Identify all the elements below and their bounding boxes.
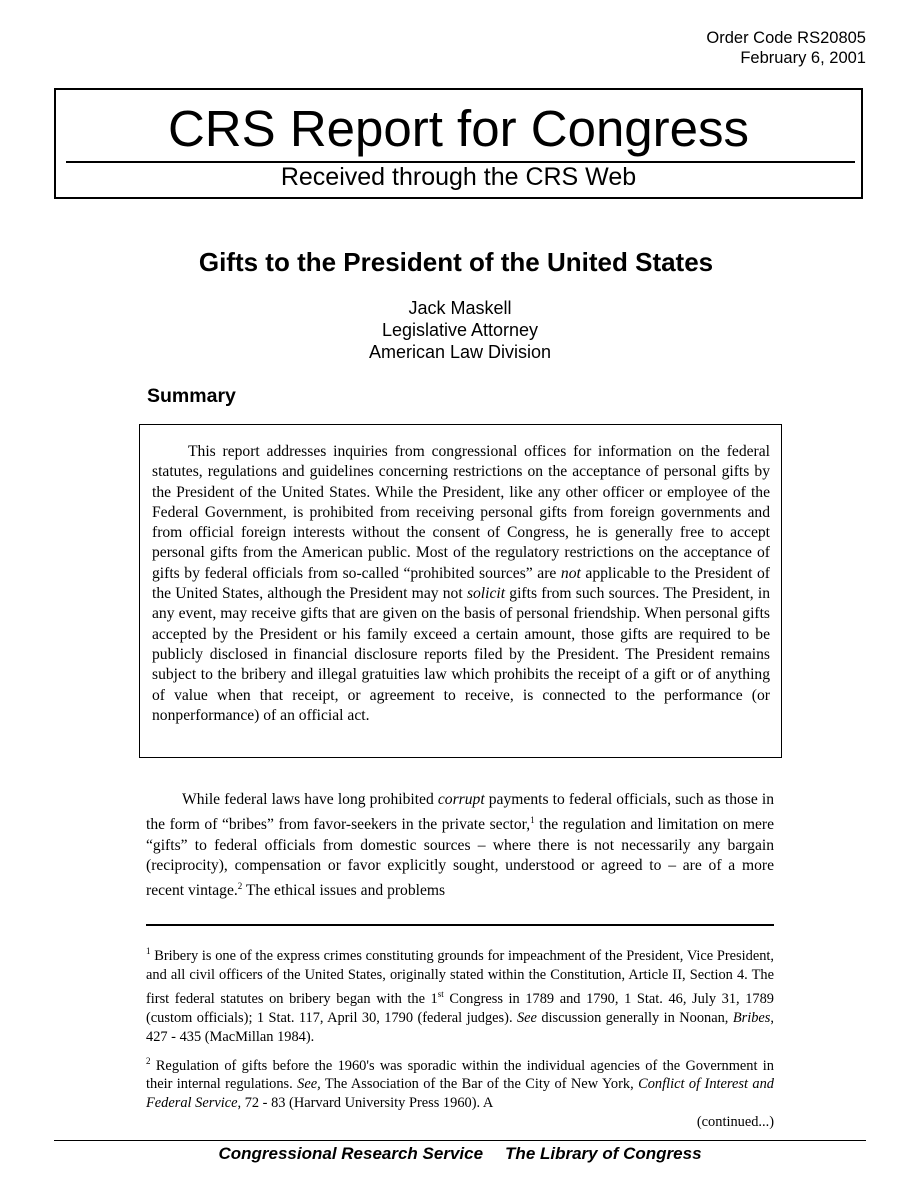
author-division: American Law Division xyxy=(368,342,552,362)
body-paragraph: While federal laws have long prohibited corrupt payments to federal officials, such as those in the form of “bribes” from favor-seekers in the private sector,$^1$ the regulation and limitation on mere “gifts” to federal officials from domestic sources – where there is not necessarily any bargain (reciprocity), compensation or favor explicitly sought, understood or agreed to – are of a more recent vintage.$^2$ The ethical issues and problems xyxy=(146,791,775,900)
footer-crs: Congressional Research Service xyxy=(218,1144,484,1163)
body-text xyxy=(146,790,774,902)
continued-note: (continued...) xyxy=(696,1114,774,1131)
author-block xyxy=(0,297,920,363)
footnote-divider xyxy=(146,924,774,926)
footnote-ref-1[interactable]: 1 xyxy=(530,815,535,826)
footnote-ref-2[interactable]: 2 xyxy=(237,881,243,892)
document-title: Gifts to the President of the United States xyxy=(198,247,714,277)
page-footer xyxy=(0,1143,920,1165)
order-code: Order Code RS20805 xyxy=(706,29,866,47)
footnote-1: $^1$ Bribery is one of the express crimes constituting grounds for impeachment of the President, Vice President, and all civil officers of the United States, originally stated within the Constitution, Article II, Section 4. The first federal statutes on bribery began with the 1st Congress in 1789 and 1790, 1 Stat. 46, July 31, 1789 (custom officials); 1 Stat. 117, April 30, 1790 (federal judges). See discussion generally in Noonan, Bribes, 427 - 435 (MacMillan 1984). xyxy=(146,946,775,1045)
footnotes xyxy=(146,942,774,1131)
order-info xyxy=(706,28,866,68)
footnote-2: $^2$ Regulation of gifts before the 1960's was sporadic within the individual agencies of the Government in their internal regulations. See, The Association of the Bar of the City of New York, Conflict of Interest and Federal Service, 72 - 83 (Harvard University Press 1960). A xyxy=(146,1055,774,1112)
summary-paragraph: This report addresses inquiries from congressional offices for information on the federal statutes, regulations and guidelines concerning restrictions on the acceptance of personal gifts by the President of the United States. While the President, like any other officer or employee of the Federal Government, is prohibited from receiving personal gifts from foreign governments and from official foreign interests without the consent of Congress, he is generally free to accept personal gifts from the American public. Most of the regulatory restrictions on the acceptance of gifts by federal officials from so-called “prohibited sources” are not applicable to the President of the United States, although the President may not solicit gifts from such sources. The President, in any event, may receive gifts that are given on the basis of personal friendship. When personal gifts accepted by the President or his family exceed a certain amount, those gifts are required to be publicly disclosed in financial disclosure reports filed by the President. The President remains subject to the bribery and illegal gratuities law which prohibits the receipt of a gift or of anything of value when that receipt, or agreement to receive, is connected to the performance (or nonperformance) of an official act. xyxy=(152,443,770,724)
author-role: Legislative Attorney xyxy=(381,320,539,340)
report-title: CRS Report for Congress xyxy=(167,100,750,157)
footer-loc: The Library of Congress xyxy=(505,1144,702,1163)
author-name: Jack Maskell xyxy=(408,298,512,318)
report-subtitle: Received through the CRS Web xyxy=(280,163,637,191)
summary-box xyxy=(139,424,782,758)
report-header-box xyxy=(54,88,863,199)
summary-heading: Summary xyxy=(147,385,236,407)
footer-divider xyxy=(54,1140,866,1141)
order-date: February 6, 2001 xyxy=(740,49,866,67)
